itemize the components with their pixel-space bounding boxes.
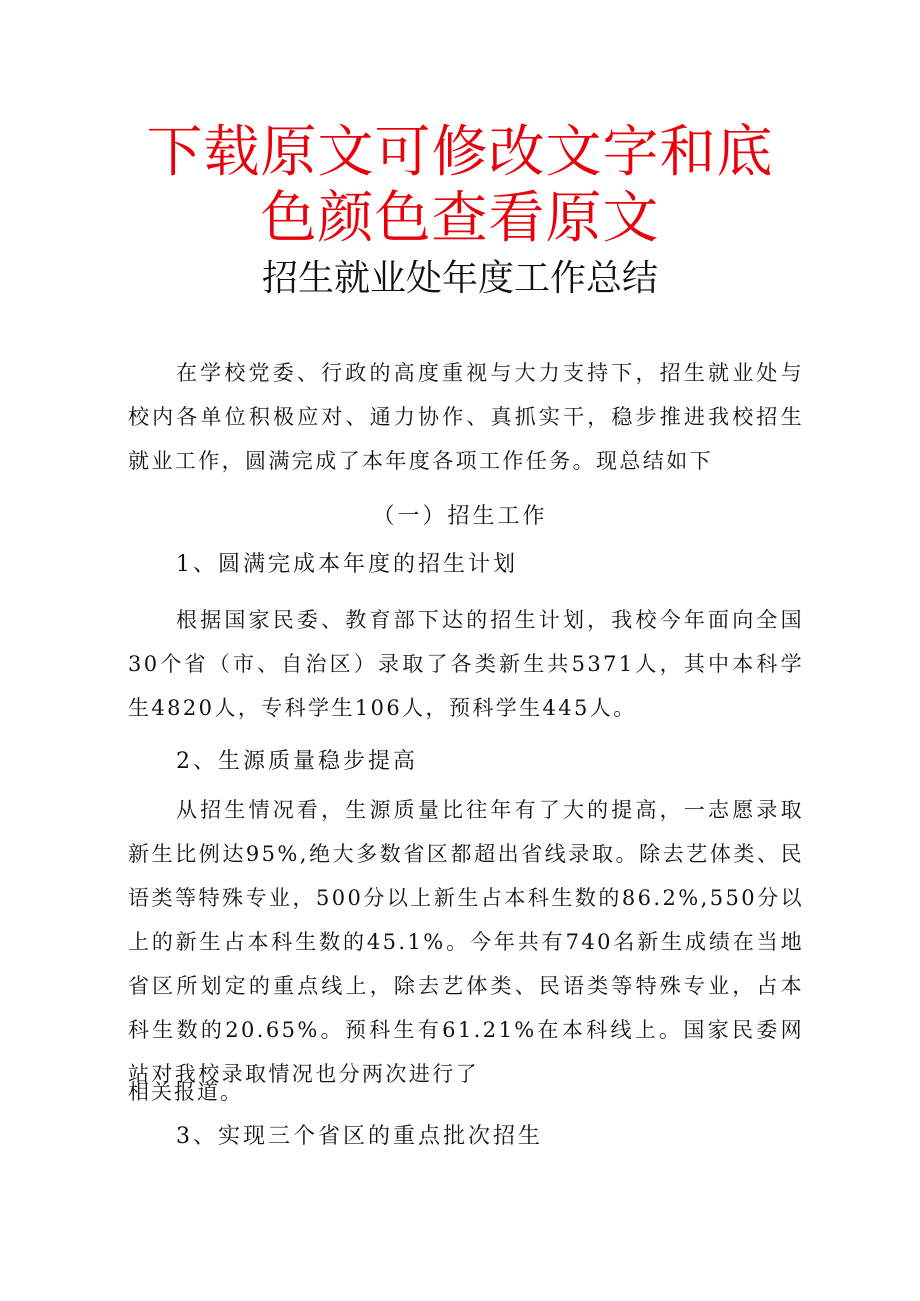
banner-line-2: 色颜色查看原文 xyxy=(260,186,660,251)
document-title: 招生就业处年度工作总结 xyxy=(261,258,658,299)
item-2-tail xyxy=(128,1070,804,1114)
item-heading-2: 2、生源质量稳步提高 xyxy=(176,749,418,774)
download-banner xyxy=(0,120,920,252)
intro-paragraph xyxy=(128,351,804,483)
item-heading-1: 1、圆满完成本年度的招生计划 xyxy=(176,552,518,577)
banner-line-1: 下载原文可修改文字和底 xyxy=(146,120,774,185)
item-1-paragraph xyxy=(128,598,804,730)
item-2-paragraph xyxy=(128,788,804,1096)
intro-text: 在学校党委、行政的高度重视与大力支持下，招生就业处与校内各单位积极应对、通力协作、真抓实干，稳步推进我校招生就业工作，圆满完成了本年度各项工作任务。现总结如下 xyxy=(128,361,804,473)
item-heading-3: 3、实现三个省区的重点批次招生 xyxy=(176,1124,543,1149)
item-1-text: 根据国家民委、教育部下达的招生计划，我校今年面向全国30个省（市、自治区）录取了各类新生共5371人，其中本科学生4820人，专科学生106人，预科学生445人。 xyxy=(128,608,804,720)
item-2-tail-text: 相关报道。 xyxy=(128,1080,243,1104)
item-2-text: 从招生情况看，生源质量比往年有了大的提高，一志愿录取新生比例达95%,绝大多数省区都超出省线录取。除去艺体类、民语类等特殊专业，500分以上新生占本科生数的86.2%,550分以上的新生占本科生数的45.1%。今年共有740名新生成绩在当地省区所划定的重点线上，除去艺体类、民语类等特殊专业，占本科生数的20.65%。预科生有61.21%在本科线上。国家民委网站对我校录取情况也分两次进行了 xyxy=(128,798,804,1086)
section-heading-recruitment: （一）招生工作 xyxy=(372,504,548,529)
